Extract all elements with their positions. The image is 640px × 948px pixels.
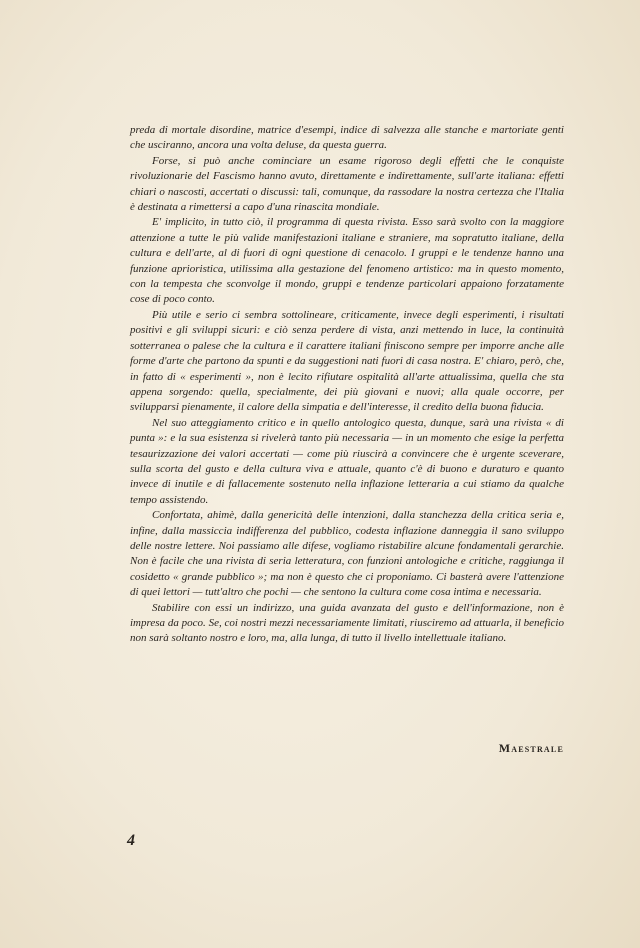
paragraph-6: Confortata, ahimè, dalla genericità delle intenzioni, dalla stanchezza della critica seria e, infine, dalla massiccia indifferenza del pubblico, codesta inflazione danneggia il sano sviluppo delle nostre lettere. Noi passiamo alle difese, vogliamo ristabilire alcune fondamentali gerarchie. Non è facile che una rivista di seria letteratura, con funzioni antologiche e critiche, raggiunga il cosidetto « grande pubblico »; ma non è questo che ci proponiamo. Ci basterà avere l'attenzione di quei lettori — tutt'altro che pochi — che sentono la cultura come cosa intima e necessaria. [130,509,564,599]
article-body [130,123,564,647]
paragraph-5: Nel suo atteggiamento critico e in quello antologico questa, dunque, sarà una rivista « di punta »: e la sua esistenza si rivelerà tanto più necessaria — in un momento che esige la perfetta tesaurizzazione dei valori accertati — come più riuscirà a convincere che è urgente sceverare, sulla scorta del gusto e della cultura viva e attuale, quanto c'è di buono e duraturo e quanto invece di inutile e di fallacemente sostenuto nella inflazione letteraria a cui stiamo da qualche tempo assistendo. [130,416,564,506]
author-signature: Maestrale [498,741,564,755]
paragraph-3: E' implicito, in tutto ciò, il programma di questa rivista. Esso sarà svolto con la maggiore attenzione a tutte le più valide manifestazioni italiane e straniere, ma sopratutto italiane, della cultura e dell'arte, al di fuori di ogni questione di cenacolo. I gruppi e le tendenze hanno una funzione aprioristica, utilissima alla gestazione del fenomeno artistico: ma in questo momento, con la tempesta che sconvolge il mondo, gruppi e tendenze particolari appaiono forzatamente cose di poco conto. [130,216,564,306]
paragraph-4: Più utile e serio ci sembra sottolineare, criticamente, invece degli esperimenti, i risultati positivi e gli sviluppi sicuri: e ciò senza perdere di vista, anzi mettendo in luce, la continuità sotterranea o palese che la cultura e il carattere italiani finiscono sempre per imporre anche alle forme d'arte che partono da spunti e da suggestioni nati fuori di casa nostra. E' chiaro, però, che, in fatto di « esperimenti », non è lecito rifiutare ospitalità all'arte attualissima, quella che sta appena sorgendo: quella, specialmente, dei più giovani e nuovi; alla quale occorre, per svilupparsi pienamente, il calore della simpatia e dell'interesse, il credito della buona fiducia. [130,308,564,414]
paragraph-7: Stabilire con essi un indirizzo, una guida avanzata del gusto e dell'informazione, non è impresa da poco. Se, coi nostri mezzi necessariamente limitati, riusciremo ad attuarla, il beneficio non sarà soltanto nostro e loro, ma, alla lunga, di tutto il livello intellettuale italiano. [130,601,564,645]
page-number: 4 [127,832,135,849]
paragraph-1: preda di mortale disordine, matrice d'esempi, indice di salvezza alle stanche e martoriate genti che usciranno, ancora una volta deluse, da questa guerra. [130,124,564,152]
paragraph-2: Forse, si può anche cominciare un esame rigoroso degli effetti che le conquiste rivoluzionarie del Fascismo hanno avuto, direttamente e indirettamente, sull'arte italiana: effetti chiari o nascosti, accertati o discussi: tali, comunque, da rassodare la nostra certezza che l'Italia è destinata a rimettersi a capo d'una rinascita mondiale. [130,154,564,214]
